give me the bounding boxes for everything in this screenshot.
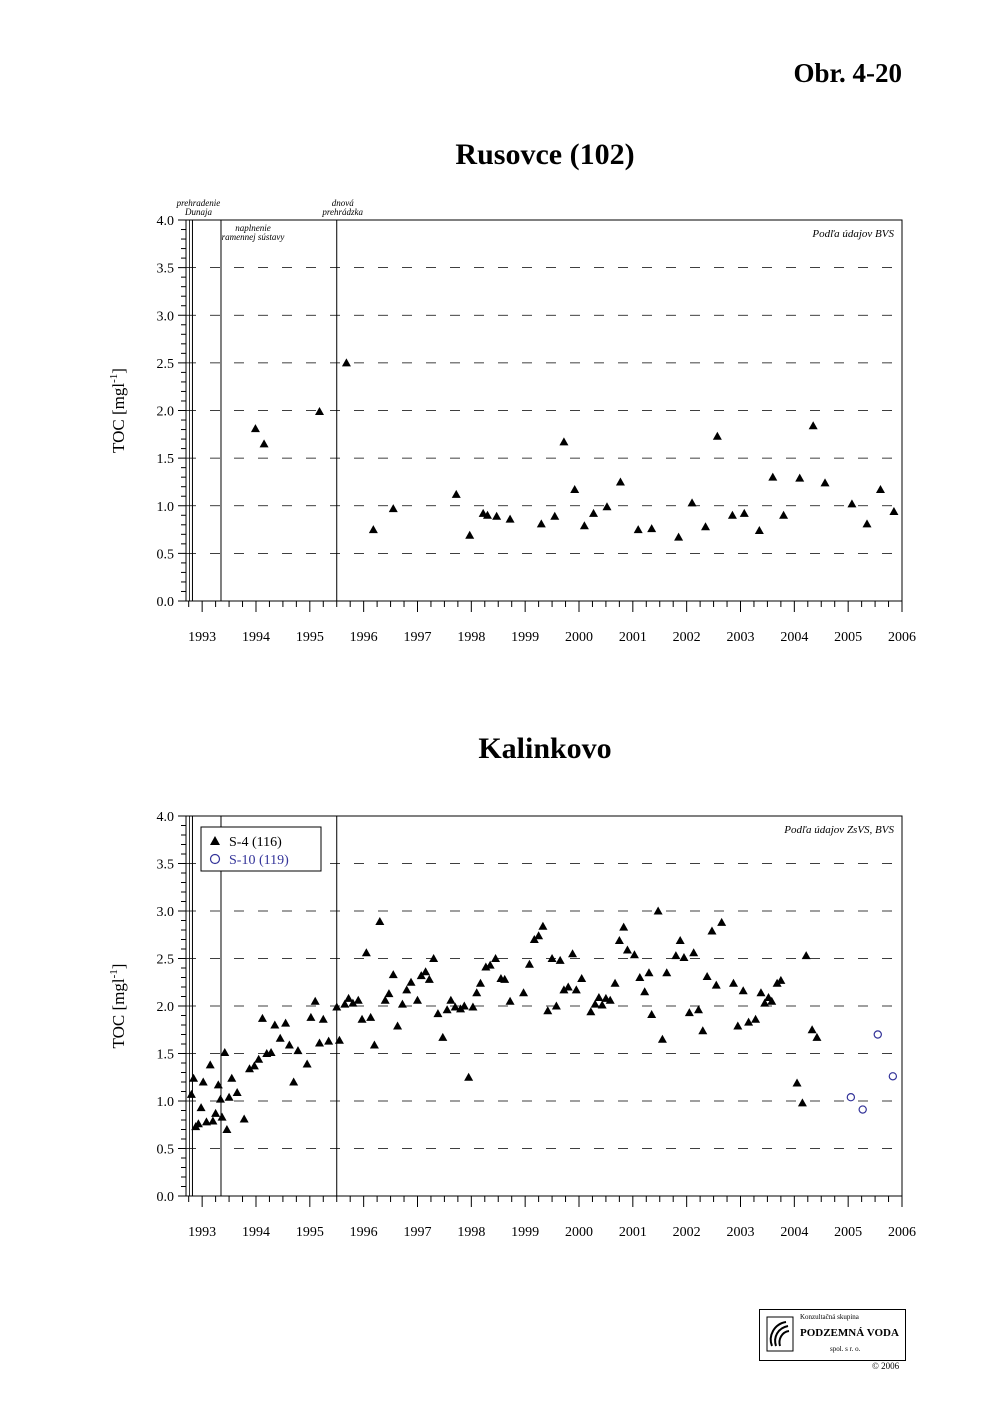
data-point bbox=[676, 936, 685, 944]
y-axis-label-end: ] bbox=[109, 963, 128, 970]
x-tick-label: 2005 bbox=[834, 630, 863, 645]
data-point bbox=[876, 485, 885, 493]
data-point bbox=[393, 1021, 402, 1029]
y-tick-label: 3.5 bbox=[156, 857, 174, 873]
y-tick-label: 2.5 bbox=[156, 952, 174, 968]
data-point bbox=[413, 996, 422, 1004]
x-tick-label: 2006 bbox=[888, 1225, 916, 1240]
data-point bbox=[306, 1013, 315, 1021]
data-point bbox=[733, 1021, 742, 1029]
data-point bbox=[756, 988, 765, 996]
data-point bbox=[728, 511, 737, 519]
data-point bbox=[798, 1098, 807, 1106]
data-point bbox=[707, 926, 716, 934]
data-point bbox=[548, 954, 557, 962]
data-point bbox=[344, 994, 353, 1002]
data-point bbox=[303, 1059, 312, 1067]
y-tick-label: 4.0 bbox=[156, 810, 174, 825]
y-tick-label: 0.0 bbox=[156, 1190, 174, 1205]
data-point bbox=[559, 437, 568, 445]
data-point bbox=[768, 473, 777, 481]
data-point bbox=[556, 956, 565, 964]
company-logo bbox=[759, 1309, 906, 1361]
data-point bbox=[285, 1040, 294, 1048]
data-point bbox=[795, 474, 804, 482]
data-point bbox=[375, 917, 384, 925]
data-point bbox=[602, 502, 611, 510]
x-tick-label: 2006 bbox=[888, 630, 916, 645]
data-point bbox=[615, 936, 624, 944]
data-point bbox=[647, 1010, 656, 1018]
x-tick-label: 2005 bbox=[834, 1225, 863, 1240]
data-point bbox=[281, 1019, 290, 1027]
y-tick-label: 0.0 bbox=[156, 595, 174, 610]
data-point bbox=[623, 945, 632, 953]
data-point bbox=[332, 1002, 341, 1010]
data-point bbox=[739, 986, 748, 994]
y-tick-label: 1.5 bbox=[156, 452, 174, 468]
y-tick-label: 3.5 bbox=[156, 261, 174, 277]
y-axis-label bbox=[108, 368, 128, 453]
data-point bbox=[258, 1014, 267, 1022]
data-point bbox=[534, 931, 543, 939]
data-point bbox=[233, 1088, 242, 1096]
y-tick-label: 4.0 bbox=[156, 214, 174, 229]
y-axis-label-end: ] bbox=[109, 368, 128, 374]
data-point bbox=[538, 922, 547, 930]
x-tick-label: 2004 bbox=[780, 630, 809, 645]
chart-kalinkovo bbox=[108, 810, 916, 1240]
data-point bbox=[809, 421, 818, 429]
data-point bbox=[319, 1015, 328, 1023]
data-point bbox=[703, 972, 712, 980]
x-tick-label: 1999 bbox=[511, 1225, 540, 1240]
data-point bbox=[211, 1109, 220, 1117]
data-point bbox=[847, 499, 856, 507]
y-axis-label-main: TOC [mgl bbox=[109, 382, 128, 453]
data-point bbox=[362, 948, 371, 956]
y-tick-label: 1.5 bbox=[156, 1047, 174, 1063]
x-tick-label: 1994 bbox=[241, 1225, 270, 1240]
data-point bbox=[254, 1055, 263, 1063]
x-tick-label: 2001 bbox=[618, 630, 647, 645]
data-point bbox=[324, 1037, 333, 1045]
data-point bbox=[570, 485, 579, 493]
data-point bbox=[552, 1002, 561, 1010]
data-point bbox=[358, 1015, 367, 1023]
data-point bbox=[389, 504, 398, 512]
x-tick-label: 2003 bbox=[726, 630, 755, 645]
data-point bbox=[717, 918, 726, 926]
data-point bbox=[208, 1116, 217, 1124]
legend-label: S-10 (119) bbox=[229, 853, 289, 868]
data-point bbox=[525, 960, 534, 968]
data-point bbox=[740, 509, 749, 517]
data-point bbox=[225, 1093, 234, 1101]
data-point bbox=[220, 1048, 229, 1056]
logo-line1: Konzultačná skupina bbox=[800, 1313, 859, 1321]
data-point bbox=[443, 1005, 452, 1013]
y-axis-label-sup: -1 bbox=[108, 969, 120, 979]
y-axis-label-main: TOC [mgl bbox=[109, 978, 128, 1049]
data-point bbox=[240, 1115, 249, 1123]
data-point bbox=[370, 1040, 379, 1048]
data-point bbox=[433, 1009, 442, 1017]
data-point bbox=[506, 997, 515, 1005]
data-point bbox=[222, 1125, 231, 1133]
x-tick-label: 1993 bbox=[188, 630, 217, 645]
data-point bbox=[751, 1015, 760, 1023]
data-point bbox=[402, 985, 411, 993]
x-tick-label: 2000 bbox=[564, 1225, 593, 1240]
data-point bbox=[465, 531, 474, 539]
data-point bbox=[464, 1073, 473, 1081]
y-tick-label: 0.5 bbox=[156, 1142, 174, 1158]
data-point bbox=[654, 907, 663, 915]
x-tick-label: 1997 bbox=[403, 1225, 432, 1240]
data-point bbox=[847, 1094, 854, 1101]
data-point bbox=[658, 1035, 667, 1043]
data-point bbox=[634, 525, 643, 533]
data-point bbox=[874, 1031, 881, 1038]
data-point bbox=[537, 519, 546, 527]
data-point bbox=[197, 1103, 206, 1111]
y-tick-label: 2.0 bbox=[156, 404, 174, 420]
data-point bbox=[616, 477, 625, 485]
data-point bbox=[580, 521, 589, 529]
x-tick-label: 1994 bbox=[241, 630, 270, 645]
data-point bbox=[251, 424, 260, 432]
data-point bbox=[227, 1074, 236, 1082]
data-point bbox=[384, 989, 393, 997]
data-point bbox=[398, 1000, 407, 1008]
data-point bbox=[685, 1008, 694, 1016]
x-tick-label: 2003 bbox=[726, 1225, 755, 1240]
data-point bbox=[863, 519, 872, 527]
data-point bbox=[425, 975, 434, 983]
event-label: prehrádzka bbox=[322, 207, 364, 217]
data-point bbox=[550, 512, 559, 520]
data-point bbox=[407, 978, 416, 986]
data-point bbox=[671, 951, 680, 959]
event-label: naplnenie bbox=[235, 223, 271, 233]
data-point bbox=[635, 973, 644, 981]
data-point bbox=[421, 967, 430, 975]
data-point bbox=[572, 985, 581, 993]
y-tick-label: 2.5 bbox=[156, 356, 174, 372]
x-tick-label: 1997 bbox=[403, 630, 432, 645]
x-tick-label: 1998 bbox=[457, 1225, 486, 1240]
x-tick-label: 2001 bbox=[618, 1225, 647, 1240]
chart-title-rusovce: Rusovce (102) bbox=[455, 138, 635, 171]
copyright: © 2006 bbox=[872, 1361, 900, 1371]
data-point bbox=[644, 968, 653, 976]
data-point bbox=[688, 498, 697, 506]
data-point bbox=[369, 525, 378, 533]
data-point bbox=[577, 974, 586, 982]
data-point bbox=[506, 515, 515, 523]
data-point bbox=[519, 988, 528, 996]
chart-title-kalinkovo: Kalinkovo bbox=[478, 732, 612, 765]
data-point bbox=[564, 983, 573, 991]
x-tick-label: 2002 bbox=[672, 1225, 701, 1240]
x-tick-label: 2000 bbox=[564, 630, 593, 645]
y-axis-label bbox=[108, 964, 128, 1049]
data-point bbox=[802, 951, 811, 959]
data-point bbox=[189, 1074, 198, 1082]
x-tick-label: 1998 bbox=[457, 630, 486, 645]
data-point bbox=[701, 522, 710, 530]
x-tick-label: 1995 bbox=[295, 630, 324, 645]
data-point bbox=[206, 1060, 215, 1068]
x-tick-label: 2002 bbox=[672, 630, 701, 645]
data-point bbox=[679, 953, 688, 961]
data-point bbox=[755, 526, 764, 534]
event-label: Dunaja bbox=[184, 207, 212, 217]
data-point bbox=[611, 979, 620, 987]
y-tick-label: 3.0 bbox=[156, 905, 174, 920]
data-point bbox=[647, 524, 656, 532]
event-label: prehradenie bbox=[176, 198, 221, 208]
data-point bbox=[568, 949, 577, 957]
x-tick-label: 1999 bbox=[511, 630, 540, 645]
source-note: Podľa údajov ZsVS, BVS bbox=[784, 824, 894, 836]
data-point bbox=[674, 533, 683, 541]
data-point bbox=[452, 490, 461, 498]
data-point bbox=[492, 512, 501, 520]
data-point bbox=[793, 1078, 802, 1086]
x-tick-label: 1995 bbox=[295, 1225, 324, 1240]
y-axis-label-sup: -1 bbox=[108, 373, 120, 383]
data-point bbox=[491, 954, 500, 962]
data-point bbox=[689, 948, 698, 956]
data-point bbox=[543, 1006, 552, 1014]
logo-name: PODZEMNÁ VODA bbox=[800, 1327, 899, 1339]
data-point bbox=[812, 1033, 821, 1041]
data-point bbox=[315, 407, 324, 415]
data-point bbox=[808, 1025, 817, 1033]
data-point bbox=[311, 997, 320, 1005]
podzemna-voda-logo-icon bbox=[766, 1316, 794, 1352]
data-point bbox=[354, 996, 363, 1004]
legend-label: S-4 (116) bbox=[229, 835, 282, 850]
data-point bbox=[199, 1078, 208, 1086]
data-point bbox=[889, 507, 898, 515]
data-point bbox=[342, 358, 351, 366]
data-point bbox=[315, 1039, 324, 1047]
data-point bbox=[476, 979, 485, 987]
data-point bbox=[429, 954, 438, 962]
x-tick-label: 1996 bbox=[349, 630, 378, 645]
data-point bbox=[276, 1034, 285, 1042]
data-point bbox=[698, 1026, 707, 1034]
data-point bbox=[712, 981, 721, 989]
data-point bbox=[216, 1095, 225, 1103]
y-tick-label: 2.0 bbox=[156, 1000, 174, 1015]
data-point bbox=[594, 993, 603, 1001]
data-point bbox=[366, 1013, 375, 1021]
data-point bbox=[389, 970, 398, 978]
data-point bbox=[289, 1078, 298, 1086]
source-note: Podľa údajov BVS bbox=[812, 228, 894, 240]
data-point bbox=[446, 996, 455, 1004]
event-label: dnová bbox=[331, 198, 354, 208]
data-point bbox=[468, 1002, 477, 1010]
x-tick-label: 1996 bbox=[349, 1225, 378, 1240]
data-point bbox=[260, 439, 269, 447]
data-point bbox=[589, 509, 598, 517]
data-point bbox=[586, 1007, 595, 1015]
data-point bbox=[640, 987, 649, 995]
data-point bbox=[619, 923, 628, 931]
chart-rusovce bbox=[108, 198, 916, 645]
data-point bbox=[859, 1106, 866, 1113]
data-point bbox=[779, 511, 788, 519]
data-point bbox=[630, 950, 639, 958]
data-point bbox=[662, 968, 671, 976]
data-point bbox=[472, 988, 481, 996]
data-point bbox=[821, 478, 830, 486]
figure-label: Obr. 4-20 bbox=[793, 58, 902, 88]
y-tick-label: 3.0 bbox=[156, 309, 174, 325]
data-point bbox=[729, 979, 738, 987]
data-point bbox=[694, 1005, 703, 1013]
event-label: ramennej sústavy bbox=[221, 232, 285, 242]
y-tick-label: 1.0 bbox=[156, 499, 174, 515]
logo-line3: spol. s r. o. bbox=[830, 1345, 861, 1353]
y-tick-label: 0.5 bbox=[156, 547, 174, 563]
x-tick-label: 1993 bbox=[188, 1225, 217, 1240]
data-point bbox=[187, 1090, 196, 1098]
x-tick-label: 2004 bbox=[780, 1225, 809, 1240]
data-point bbox=[713, 432, 722, 440]
data-point bbox=[293, 1046, 302, 1054]
data-point bbox=[889, 1073, 896, 1080]
y-tick-label: 1.0 bbox=[156, 1095, 174, 1110]
data-point bbox=[438, 1033, 447, 1041]
data-point bbox=[270, 1021, 279, 1029]
